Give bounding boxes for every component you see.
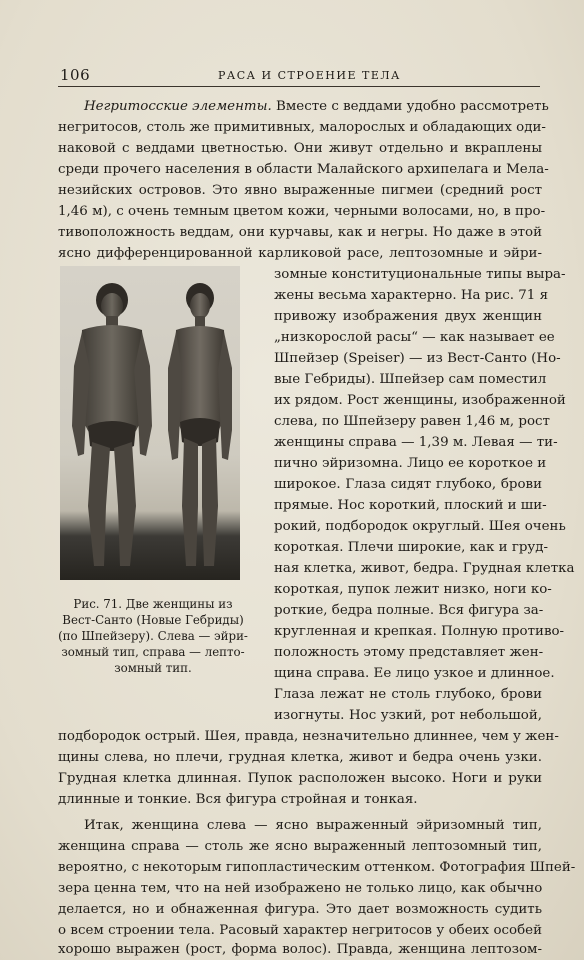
text-line [84,96,549,117]
text-line: кругленная и крепкая. Полную противо- [274,624,565,639]
text-line: женщины справа — 1,39 м. Левая — ти- [274,435,558,450]
text-line: роткие, бедра полные. Вся фигура за- [274,603,544,618]
text-line: вые Гебриды). Шпейзер сам поместил [274,372,547,387]
caption-line: зомный тип, справа — лепто- [61,645,245,659]
text-line: короткая, пупок лежит низко, ноги ко- [274,582,552,597]
text-line: привожу изображения двух женщин [274,309,542,324]
figure-photo [60,266,240,580]
text-line: положность этому представляет жен- [274,645,544,660]
right-woman-figure [168,283,232,566]
text-line: прямые. Нос короткий, плоский и ши- [274,498,547,513]
text-line: рокий, подбородок округлый. Шея очень [274,519,566,534]
text-line: короткая. Плечи широкие, как и груд- [274,540,549,555]
text-line: Грудная клетка длинная. Пупок расположен высоко. Ноги и руки [58,771,542,786]
text-line: слева, по Шпейзеру равен 1,46 м, рост [274,414,550,429]
text-line: широкое. Глаза сидят глубоко, брови [274,477,542,492]
text-line: зера ценна тем, что на ней изображено не только лицо, как обычно [58,881,543,896]
header-rule [58,86,540,87]
text-line: 1,46 м), с очень темным цветом кожи, черными волосами, но, в про- [58,204,546,219]
text-line: негритосов, столь же примитивных, малорослых и обладающих оди- [58,120,546,135]
text-line: ясно дифференцированной карликовой расе, лептозомные и эйри- [58,246,542,261]
text-line: хорошо выражен (рост, форма волос). Правда, женщина лептозом- [58,942,542,957]
text-line: „низкорослой расы“ — как называет ее [274,330,555,345]
text-line: изогнуты. Нос узкий, рот небольшой, [274,708,542,723]
text-line: щины слева, но плечи, грудная клетка, живот и бедра очень узки. [58,750,542,765]
text-line: вероятно, с некоторым гипопластическим оттенком. Фотография Шпей- [58,860,576,875]
text-line: о всем строении тела. Расовый характер негритосов у обеих особей [58,923,542,938]
text-line: среди прочего населения в области Малайского архипелага и Мела- [58,162,549,177]
text-line: жены весьма характерно. На рис. 71 я [274,288,549,303]
section-heading: Негритосские элементы. [84,99,272,114]
text-line: Глаза лежат не столь глубоко, брови [274,687,542,702]
left-woman-figure [72,283,152,566]
running-head: РАСА И СТРОЕНИЕ ТЕЛА [218,69,401,82]
text-line: Итак, женщина слева — ясно выраженный эйризомный тип, [84,818,542,833]
figure-caption [58,596,248,676]
text-line: делается, но и обнаженная фигура. Это дает возможность судить [58,902,542,917]
text-run: Вместе с веддами удобно рассмотреть [271,99,549,114]
text-line: длинные и тонкие. Вся фигура стройная и тонкая. [58,792,418,807]
caption-line: (по Шпейзеру). Слева — эйри- [58,629,248,643]
caption-line: Вест-Санто (Новые Гебриды) [62,613,244,627]
text-line: пично эйризомна. Лицо ее короткое и [274,456,547,471]
text-line: щина справа. Ее лицо узкое и длинное. [274,666,555,681]
caption-line: Рис. 71. Две женщины из [73,597,233,611]
page-number: 106 [60,66,91,84]
caption-line: зомный тип. [114,661,192,675]
text-line: ная клетка, живот, бедра. Грудная клетка [274,561,575,576]
text-line: зомные конституциональные типы выра- [274,267,566,282]
text-line: подбородок острый. Шея, правда, незначительно длиннее, чем у жен- [58,729,559,744]
text-line: их рядом. Рост женщины, изображенной [274,393,566,408]
text-line: тивоположность веддам, они курчавы, как и негры. Но даже в этой [58,225,542,240]
text-line: женщина справа — столь же ясно выраженный лептозомный тип, [58,839,542,854]
text-line: наковой с веддами цветностью. Они живут отдельно и вкраплены [58,141,542,156]
photo-two-women [60,266,240,580]
text-line: Шпейзер (Speiser) — из Вест-Санто (Но- [274,351,561,366]
text-line: незийских островов. Это явно выраженные пигмеи (средний рост [58,183,542,198]
